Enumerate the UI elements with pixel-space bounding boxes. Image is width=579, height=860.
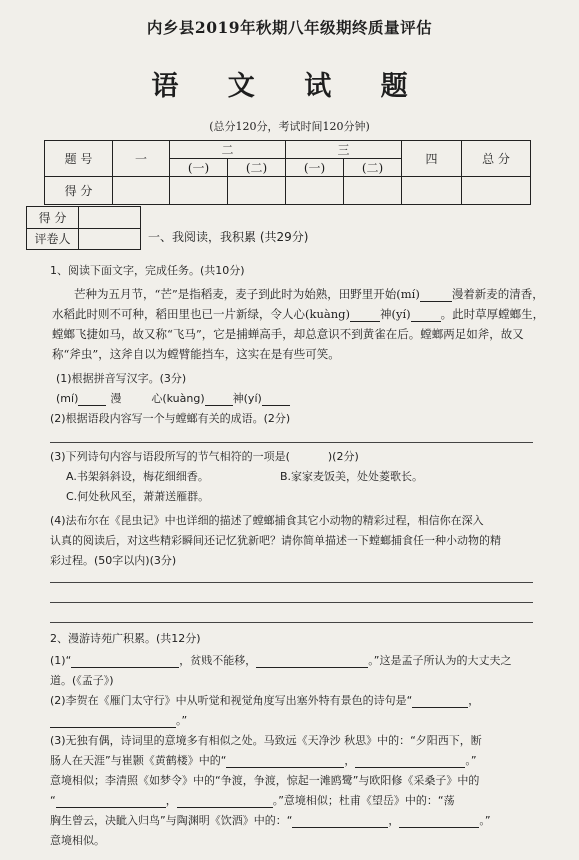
blank-q2-3f[interactable] bbox=[399, 815, 479, 828]
q1-sub-4-line-1: (4)法布尔在《昆虫记》中也详细的描述了螳螂捕食其它小动物的精彩过程，相信你在深入 bbox=[50, 514, 484, 527]
option-c: C.何处秋风至，萧萧送雁群。 bbox=[66, 490, 210, 503]
sub-3-1: (一) bbox=[286, 159, 344, 177]
header-question-number: 题 号 bbox=[45, 141, 113, 177]
q1-passage-line-3: 螳螂飞捷如马，故又称“飞马”，它是捕蝉高手，却总意识不到黄雀在后。螳螂两足如斧，故又 bbox=[52, 327, 524, 341]
exam-title: 内乡县2019年秋期八年级期终质量评估 bbox=[146, 18, 433, 37]
blank-q2-2b[interactable] bbox=[50, 715, 176, 728]
answer-line[interactable] bbox=[50, 442, 533, 443]
answer-line[interactable] bbox=[50, 582, 533, 583]
blank-q2-1b[interactable] bbox=[256, 655, 368, 668]
header-part-1: 一 bbox=[113, 141, 170, 177]
blank-q2-1a[interactable] bbox=[71, 655, 179, 668]
q2-sub-3-line-6: 意境相似。 bbox=[50, 834, 105, 847]
blank-kuang[interactable] bbox=[350, 309, 380, 322]
score-table bbox=[44, 140, 531, 205]
sub-2-2: (二) bbox=[228, 159, 286, 177]
q2-sub-3-line-2: 肠人在天涯”与崔颢《黄鹤楼》中的“ ， 。” bbox=[50, 754, 477, 767]
q1-sub-2: (2)根据语段内容写一个与螳螂有关的成语。(2分) bbox=[50, 412, 291, 425]
q2-title: 2、漫游诗苑广积累。(共12分) bbox=[50, 632, 201, 645]
q1-sub-1-blanks: (mí) 漫 心(kuàng) 神(yí) bbox=[56, 390, 290, 406]
q2-sub-2-cont: 。” bbox=[50, 712, 187, 728]
grader-person-label: 评卷人 bbox=[27, 228, 79, 250]
section-1-title: 一、我阅读，我积累 (共29分) bbox=[148, 230, 309, 244]
option-b: B.家家麦饭美，处处菱歌长。 bbox=[280, 470, 424, 483]
answer-line[interactable] bbox=[50, 602, 533, 603]
blank-mi[interactable] bbox=[420, 289, 452, 302]
score-cell[interactable] bbox=[402, 177, 462, 205]
sub-3-2: (二) bbox=[344, 159, 402, 177]
q1-passage-line-2: 水稻此时则不可种，稻田里也已一片新绿，令人心(kuàng) 神(yí) 。此时草厚螳螂生， bbox=[52, 307, 545, 321]
score-cell[interactable] bbox=[286, 177, 344, 205]
blank-q2-3e[interactable] bbox=[292, 815, 388, 828]
subject-title: 语 文 试 题 bbox=[151, 71, 428, 102]
grader-table bbox=[26, 206, 141, 250]
q1-passage-line-1: 芒种为五月节，“芒”是指稻麦，麦子到此时为始熟，田野里开始(mí) 漫着新麦的清香， bbox=[74, 287, 544, 301]
answer-mi[interactable] bbox=[78, 393, 106, 406]
answer-line[interactable] bbox=[50, 622, 533, 623]
blank-q2-3d[interactable] bbox=[177, 795, 273, 808]
q1-sub-1: (1)根据拼音写汉字。(3分) bbox=[56, 372, 187, 385]
blank-q2-3a[interactable] bbox=[226, 755, 344, 768]
q2-sub-3-line-5: 胸生曾云，决眦入归鸟”与陶渊明《饮酒》中的：“ ， 。” bbox=[50, 814, 491, 827]
sub-2-1: (一) bbox=[170, 159, 228, 177]
blank-yi[interactable] bbox=[411, 309, 441, 322]
q1-sub-4-line-3: 彩过程。(50字以内)(3分) bbox=[50, 554, 177, 567]
header-part-3: 三 bbox=[286, 141, 402, 159]
q2-sub-3-line-1: (3)无独有偶，诗词里的意境多有相似之处。马致远《天净沙 秋思》中的：“夕阳西下，断 bbox=[50, 734, 482, 747]
blank-q2-3b[interactable] bbox=[355, 755, 465, 768]
answer-kuang[interactable] bbox=[205, 393, 233, 406]
score-cell[interactable] bbox=[462, 177, 531, 205]
header-part-2: 二 bbox=[170, 141, 286, 159]
answer-yi[interactable] bbox=[262, 393, 290, 406]
q2-sub-1-source: 道。(《孟子》) bbox=[50, 674, 114, 687]
grader-person-cell[interactable] bbox=[79, 228, 141, 250]
q2-sub-3-line-4: “ ， 。”意境相似；杜甫《望岳》中的：“荡 bbox=[50, 794, 455, 807]
grader-score-label: 得 分 bbox=[27, 207, 79, 229]
blank-q2-3c[interactable] bbox=[56, 795, 166, 808]
score-cell[interactable] bbox=[344, 177, 402, 205]
q1-sub-4-line-2: 认真的阅读后，对这些精彩瞬间还记忆犹新吧？请你简单描述一下螳螂捕食任一种小动物的精 bbox=[50, 534, 501, 547]
grader-score-cell[interactable] bbox=[79, 207, 141, 229]
q2-sub-3-line-3: 意境相似；李清照《如梦令》中的“争渡，争渡，惊起一滩鸥鹭”与欧阳修《采桑子》中的 bbox=[50, 774, 480, 787]
q1-sub-3: (3)下列诗句内容与语段所写的节气相符的一项是( )(2分) bbox=[50, 450, 359, 463]
score-cell[interactable] bbox=[113, 177, 170, 205]
q2-sub-2: (2)李贺在《雁门太守行》中从听觉和视觉角度写出塞外特有景色的诗句是“ ， bbox=[50, 694, 480, 707]
score-cell[interactable] bbox=[170, 177, 228, 205]
blank-q2-2a[interactable] bbox=[412, 695, 468, 708]
header-part-4: 四 bbox=[402, 141, 462, 177]
score-cell[interactable] bbox=[228, 177, 286, 205]
exam-note: (总分120分，考试时间120分钟) bbox=[209, 120, 370, 133]
score-row-label: 得 分 bbox=[45, 177, 113, 205]
q1-title: 1、阅读下面文字，完成任务。(共10分) bbox=[50, 264, 245, 277]
q1-passage-line-4: 称“斧虫”，这斧自以为螳臂能挡车，这实在是有些可笑。 bbox=[52, 347, 340, 361]
q2-sub-1: (1)“ ，贫贱不能移， 。”这是孟子所认为的大丈夫之 bbox=[50, 654, 512, 667]
header-total: 总 分 bbox=[462, 141, 531, 177]
option-a: A.书架斜斜设，梅花细细香。 bbox=[66, 470, 209, 483]
